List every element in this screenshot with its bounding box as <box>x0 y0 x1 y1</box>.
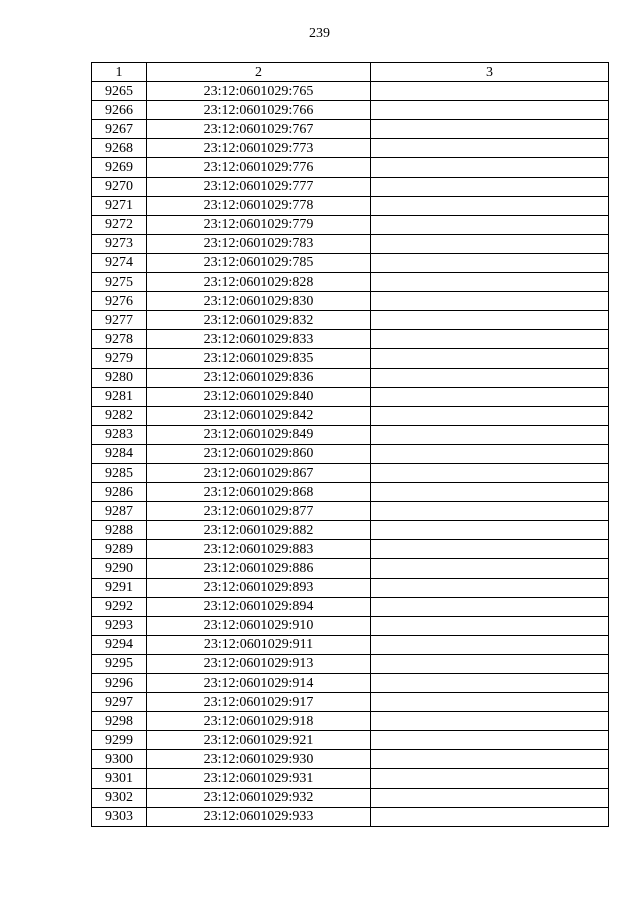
row-number-cell: 9283 <box>92 425 147 444</box>
table-row <box>92 273 609 292</box>
table-row <box>92 788 609 807</box>
row-number-cell: 9297 <box>92 693 147 712</box>
notes-cell <box>371 292 609 311</box>
cadastral-number-cell: 23:12:0601029:860 <box>147 444 371 463</box>
notes-cell <box>371 693 609 712</box>
cadastral-number-cell: 23:12:0601029:835 <box>147 349 371 368</box>
table-row <box>92 750 609 769</box>
notes-cell <box>371 616 609 635</box>
cadastral-number-cell: 23:12:0601029:767 <box>147 120 371 139</box>
row-number-cell: 9299 <box>92 731 147 750</box>
notes-cell <box>371 502 609 521</box>
cadastral-number-cell: 23:12:0601029:877 <box>147 502 371 521</box>
cadastral-number-cell: 23:12:0601029:779 <box>147 215 371 234</box>
cadastral-number-cell: 23:12:0601029:930 <box>147 750 371 769</box>
cadastral-number-cell: 23:12:0601029:766 <box>147 101 371 120</box>
cadastral-number-cell: 23:12:0601029:832 <box>147 311 371 330</box>
notes-cell <box>371 311 609 330</box>
table-row <box>92 559 609 578</box>
notes-cell <box>371 196 609 215</box>
row-number-cell: 9271 <box>92 196 147 215</box>
cadastral-number-cell: 23:12:0601029:828 <box>147 273 371 292</box>
row-number-cell: 9268 <box>92 139 147 158</box>
notes-cell <box>371 349 609 368</box>
row-number-cell: 9298 <box>92 712 147 731</box>
table-row <box>92 406 609 425</box>
table-row <box>92 311 609 330</box>
table-row <box>92 120 609 139</box>
row-number-cell: 9274 <box>92 253 147 272</box>
table-row <box>92 597 609 616</box>
table-row <box>92 215 609 234</box>
table-row <box>92 177 609 196</box>
notes-cell <box>371 120 609 139</box>
cadastral-number-cell: 23:12:0601029:830 <box>147 292 371 311</box>
table-row <box>92 635 609 654</box>
table-row <box>92 349 609 368</box>
row-number-cell: 9276 <box>92 292 147 311</box>
notes-cell <box>371 521 609 540</box>
notes-cell <box>371 82 609 101</box>
cadastral-number-cell: 23:12:0601029:842 <box>147 406 371 425</box>
row-number-cell: 9266 <box>92 101 147 120</box>
row-number-cell: 9280 <box>92 368 147 387</box>
row-number-cell: 9293 <box>92 616 147 635</box>
notes-cell <box>371 674 609 693</box>
table-row <box>92 158 609 177</box>
row-number-cell: 9289 <box>92 540 147 559</box>
row-number-cell: 9295 <box>92 654 147 673</box>
cadastral-number-cell: 23:12:0601029:932 <box>147 788 371 807</box>
row-number-cell: 9279 <box>92 349 147 368</box>
table-row <box>92 769 609 788</box>
table-row <box>92 483 609 502</box>
table-row <box>92 82 609 101</box>
cadastral-number-cell: 23:12:0601029:911 <box>147 635 371 654</box>
row-number-cell: 9277 <box>92 311 147 330</box>
notes-cell <box>371 215 609 234</box>
row-number-cell: 9272 <box>92 215 147 234</box>
row-number-cell: 9273 <box>92 234 147 253</box>
notes-cell <box>371 750 609 769</box>
row-number-cell: 9301 <box>92 769 147 788</box>
notes-cell <box>371 406 609 425</box>
cadastral-number-cell: 23:12:0601029:785 <box>147 253 371 272</box>
cadastral-number-cell: 23:12:0601029:765 <box>147 82 371 101</box>
table-header-row <box>92 63 609 82</box>
table-row <box>92 425 609 444</box>
notes-cell <box>371 807 609 826</box>
cadastral-number-cell: 23:12:0601029:882 <box>147 521 371 540</box>
column-header-1: 1 <box>92 63 147 82</box>
cadastral-number-cell: 23:12:0601029:910 <box>147 616 371 635</box>
cadastral-table <box>91 62 609 827</box>
row-number-cell: 9291 <box>92 578 147 597</box>
table-row <box>92 540 609 559</box>
column-header-2: 2 <box>147 63 371 82</box>
notes-cell <box>371 387 609 406</box>
notes-cell <box>371 253 609 272</box>
row-number-cell: 9290 <box>92 559 147 578</box>
cadastral-number-cell: 23:12:0601029:914 <box>147 674 371 693</box>
cadastral-number-cell: 23:12:0601029:776 <box>147 158 371 177</box>
row-number-cell: 9288 <box>92 521 147 540</box>
cadastral-number-cell: 23:12:0601029:918 <box>147 712 371 731</box>
cadastral-number-cell: 23:12:0601029:833 <box>147 330 371 349</box>
notes-cell <box>371 368 609 387</box>
cadastral-number-cell: 23:12:0601029:868 <box>147 483 371 502</box>
notes-cell <box>371 654 609 673</box>
cadastral-number-cell: 23:12:0601029:933 <box>147 807 371 826</box>
row-number-cell: 9284 <box>92 444 147 463</box>
table-row <box>92 521 609 540</box>
table-row <box>92 693 609 712</box>
table-row <box>92 330 609 349</box>
table-row <box>92 234 609 253</box>
cadastral-number-cell: 23:12:0601029:931 <box>147 769 371 788</box>
row-number-cell: 9302 <box>92 788 147 807</box>
row-number-cell: 9275 <box>92 273 147 292</box>
cadastral-number-cell: 23:12:0601029:894 <box>147 597 371 616</box>
notes-cell <box>371 177 609 196</box>
cadastral-number-cell: 23:12:0601029:893 <box>147 578 371 597</box>
table-row <box>92 292 609 311</box>
notes-cell <box>371 234 609 253</box>
table-row <box>92 101 609 120</box>
notes-cell <box>371 540 609 559</box>
notes-cell <box>371 788 609 807</box>
cadastral-number-cell: 23:12:0601029:849 <box>147 425 371 444</box>
row-number-cell: 9285 <box>92 463 147 482</box>
row-number-cell: 9282 <box>92 406 147 425</box>
row-number-cell: 9287 <box>92 502 147 521</box>
notes-cell <box>371 769 609 788</box>
notes-cell <box>371 731 609 750</box>
table-row <box>92 807 609 826</box>
notes-cell <box>371 101 609 120</box>
row-number-cell: 9292 <box>92 597 147 616</box>
table-row <box>92 578 609 597</box>
table-row <box>92 654 609 673</box>
notes-cell <box>371 463 609 482</box>
notes-cell <box>371 635 609 654</box>
table-row <box>92 387 609 406</box>
table-row <box>92 674 609 693</box>
cadastral-number-cell: 23:12:0601029:921 <box>147 731 371 750</box>
cadastral-number-cell: 23:12:0601029:777 <box>147 177 371 196</box>
notes-cell <box>371 597 609 616</box>
notes-cell <box>371 158 609 177</box>
table-body <box>92 82 609 827</box>
notes-cell <box>371 578 609 597</box>
notes-cell <box>371 444 609 463</box>
page-number: 239 <box>309 26 330 41</box>
table-row <box>92 196 609 215</box>
table-row <box>92 368 609 387</box>
row-number-cell: 9265 <box>92 82 147 101</box>
table-row <box>92 712 609 731</box>
row-number-cell: 9267 <box>92 120 147 139</box>
cadastral-number-cell: 23:12:0601029:773 <box>147 139 371 158</box>
cadastral-number-cell: 23:12:0601029:840 <box>147 387 371 406</box>
notes-cell <box>371 330 609 349</box>
row-number-cell: 9294 <box>92 635 147 654</box>
notes-cell <box>371 483 609 502</box>
table-row <box>92 139 609 158</box>
notes-cell <box>371 273 609 292</box>
cadastral-number-cell: 23:12:0601029:913 <box>147 654 371 673</box>
table-row <box>92 731 609 750</box>
table-row <box>92 463 609 482</box>
row-number-cell: 9278 <box>92 330 147 349</box>
table-row <box>92 444 609 463</box>
cadastral-number-cell: 23:12:0601029:917 <box>147 693 371 712</box>
cadastral-number-cell: 23:12:0601029:886 <box>147 559 371 578</box>
row-number-cell: 9286 <box>92 483 147 502</box>
cadastral-number-cell: 23:12:0601029:883 <box>147 540 371 559</box>
row-number-cell: 9270 <box>92 177 147 196</box>
column-header-3: 3 <box>371 63 609 82</box>
table-row <box>92 616 609 635</box>
notes-cell <box>371 712 609 731</box>
cadastral-number-cell: 23:12:0601029:836 <box>147 368 371 387</box>
cadastral-number-cell: 23:12:0601029:867 <box>147 463 371 482</box>
row-number-cell: 9300 <box>92 750 147 769</box>
row-number-cell: 9303 <box>92 807 147 826</box>
row-number-cell: 9269 <box>92 158 147 177</box>
notes-cell <box>371 559 609 578</box>
cadastral-number-cell: 23:12:0601029:778 <box>147 196 371 215</box>
row-number-cell: 9296 <box>92 674 147 693</box>
row-number-cell: 9281 <box>92 387 147 406</box>
table-row <box>92 502 609 521</box>
notes-cell <box>371 139 609 158</box>
cadastral-number-cell: 23:12:0601029:783 <box>147 234 371 253</box>
table-row <box>92 253 609 272</box>
notes-cell <box>371 425 609 444</box>
